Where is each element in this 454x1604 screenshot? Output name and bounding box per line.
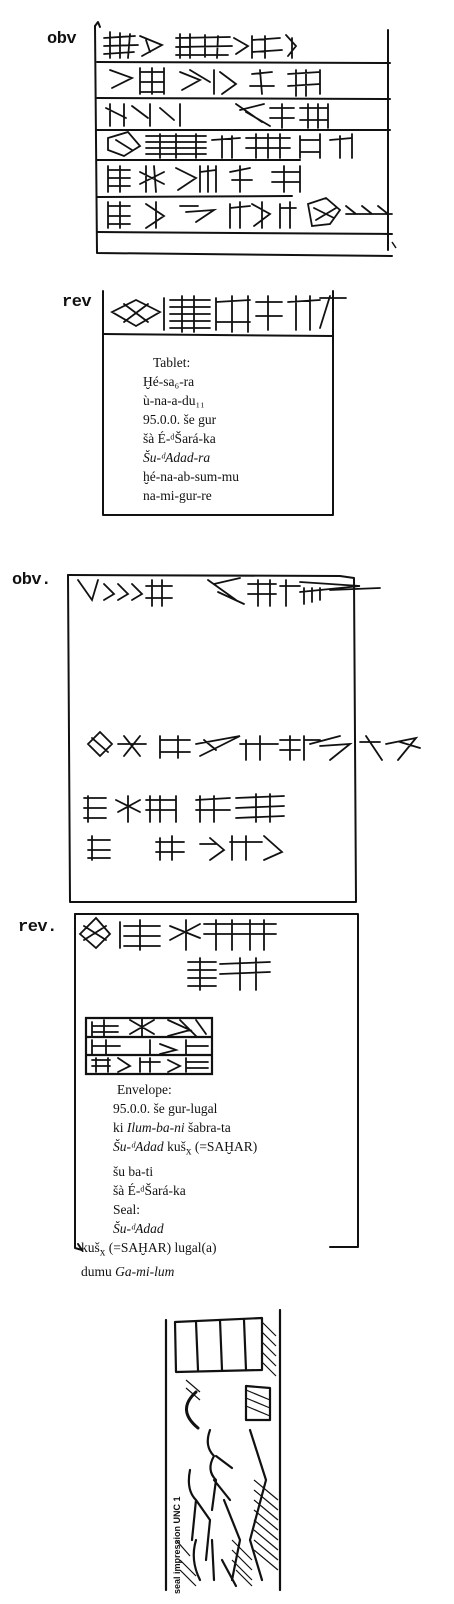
seal-line-2: kuš$_x$ (=SAḪAR) lugal(a)	[81, 1239, 217, 1259]
seal-line-3: dumu Ga-mi-lum	[81, 1264, 175, 1280]
tablet-line-6: ḫé-na-ab-sum-mu	[143, 469, 239, 484]
envelope-reverse-label: rev.	[18, 918, 57, 937]
seal-heading: Seal:	[113, 1201, 140, 1217]
tablet-reverse-label: rev	[62, 293, 92, 312]
tablet-line-1: Ḫé-sa₆-ra	[143, 374, 195, 389]
tablet-line-2: ù-na-a-du₁₁	[143, 393, 205, 408]
envelope-line-3: Šu-ᵈAdad kuš$_x$ (=SAḪAR)	[113, 1139, 258, 1158]
envelope-line-2: ki Ilum-ba-ni šabra-ta	[113, 1120, 231, 1135]
tablet-heading: Tablet:	[153, 355, 191, 370]
envelope-heading: Envelope:	[117, 1082, 172, 1097]
envelope-line-5: šà É-ᵈŠará-ka	[113, 1182, 186, 1198]
tablet-obverse-label: obv	[47, 30, 77, 49]
envelope-line-1: 95.0.0. še gur-lugal	[113, 1101, 218, 1116]
seal-line-1: Šu-ᵈAdad	[113, 1220, 164, 1236]
tablet-line-3: 95.0.0. še gur	[143, 412, 217, 427]
tablet-line-5: Šu-ᵈAdad-ra	[143, 450, 211, 465]
tablet-line-7: na-mi-gur-re	[143, 488, 212, 503]
envelope-line-4: šu ba-ti	[113, 1163, 154, 1179]
tablet-line-4: šà É-ᵈŠará-ka	[143, 431, 216, 446]
seal-impression-caption: seal impression UNC 1	[172, 1496, 182, 1594]
envelope-obverse-label: obv.	[12, 571, 51, 590]
